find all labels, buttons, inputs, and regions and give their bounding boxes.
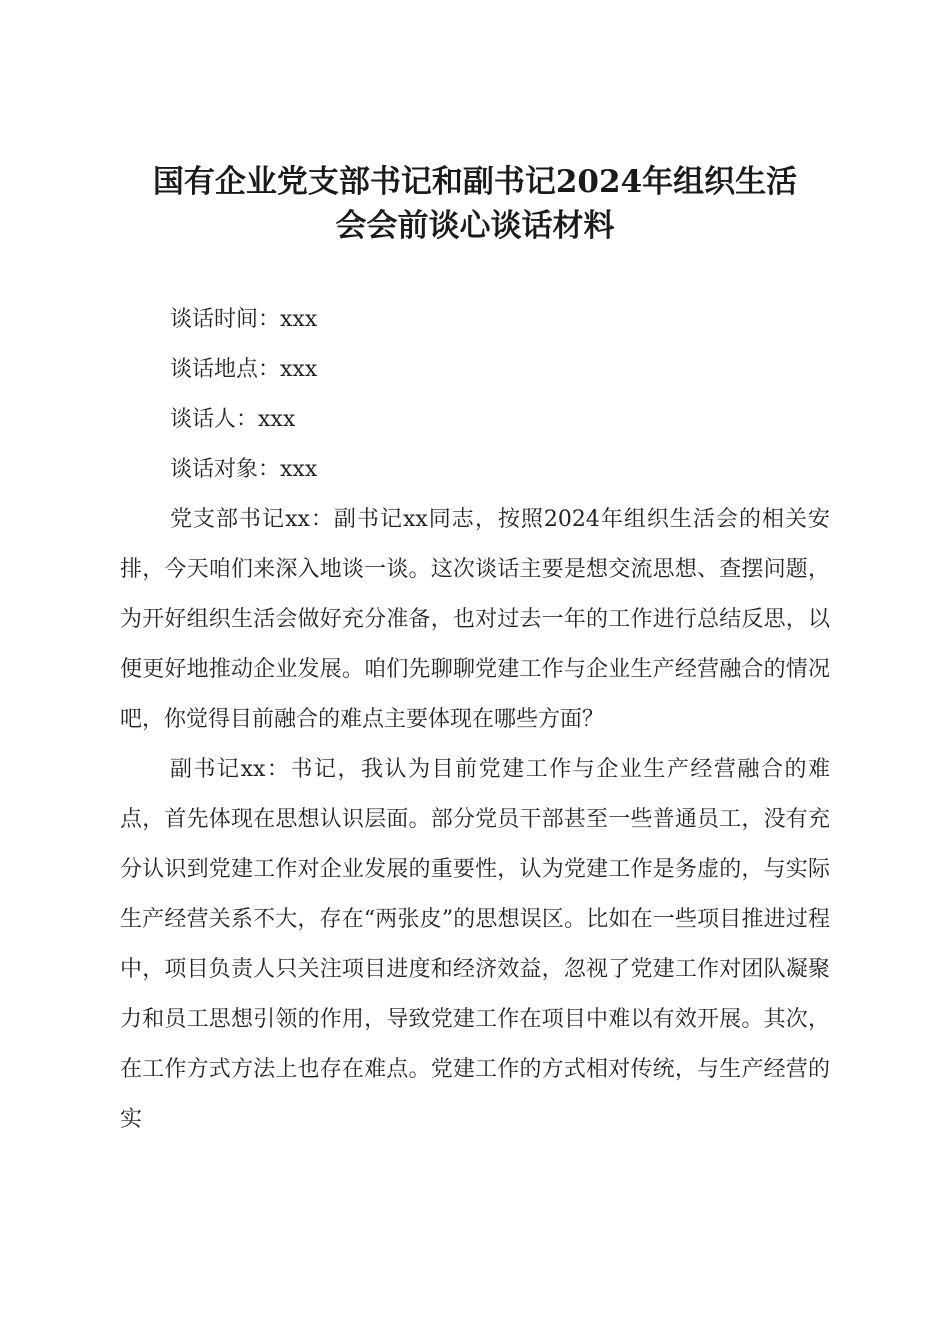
paragraph-deputy-secretary: 副书记xx：书记，我认为目前党建工作与企业生产经营融合的难点，首先体现在思想认识层面。部分党员干部甚至一些普通员工，没有充分认识到党建工作对企业发展的重要性，认为党建工作是务虚的，与实际生产经营关系不大，存在“两张皮”的思想误区。比如在一些项目推进过程中，项目负责人只关注项目进度和经济效益，忽视了党建工作对团队凝聚力和员工思想引领的作用，导致党建工作在项目中难以有效开展。其次，在工作方式方法上也存在难点。党建工作的方式相对传统，与生产经营的实: [120, 757, 830, 1132]
meeting-location: 谈话地点：xxx: [170, 357, 318, 382]
title-line-2: 会会前谈心谈话材料: [335, 208, 615, 244]
document-page: [120, 160, 830, 1145]
meeting-subject: 谈话对象：xxx: [170, 457, 318, 482]
paragraph-secretary: 党支部书记xx：副书记xx同志，按照2024年组织生活会的相关安排，今天咱们来深入地谈一谈。这次谈话主要是想交流思想、查摆问题，为开好组织生活会做好充分准备，也对过去一年的工作进行总结反思，以便更好地推动企业发展。咱们先聊聊党建工作与企业生产经营融合的情况吧，你觉得目前融合的难点主要体现在哪些方面？: [120, 507, 830, 732]
document-title: [120, 160, 830, 248]
meeting-info: [120, 295, 830, 495]
meeting-time: 谈话时间：xxx: [170, 307, 318, 332]
meeting-speaker: 谈话人：xxx: [170, 407, 296, 432]
title-line-1: 国有企业党支部书记和副书记2024年组织生活: [152, 164, 798, 200]
